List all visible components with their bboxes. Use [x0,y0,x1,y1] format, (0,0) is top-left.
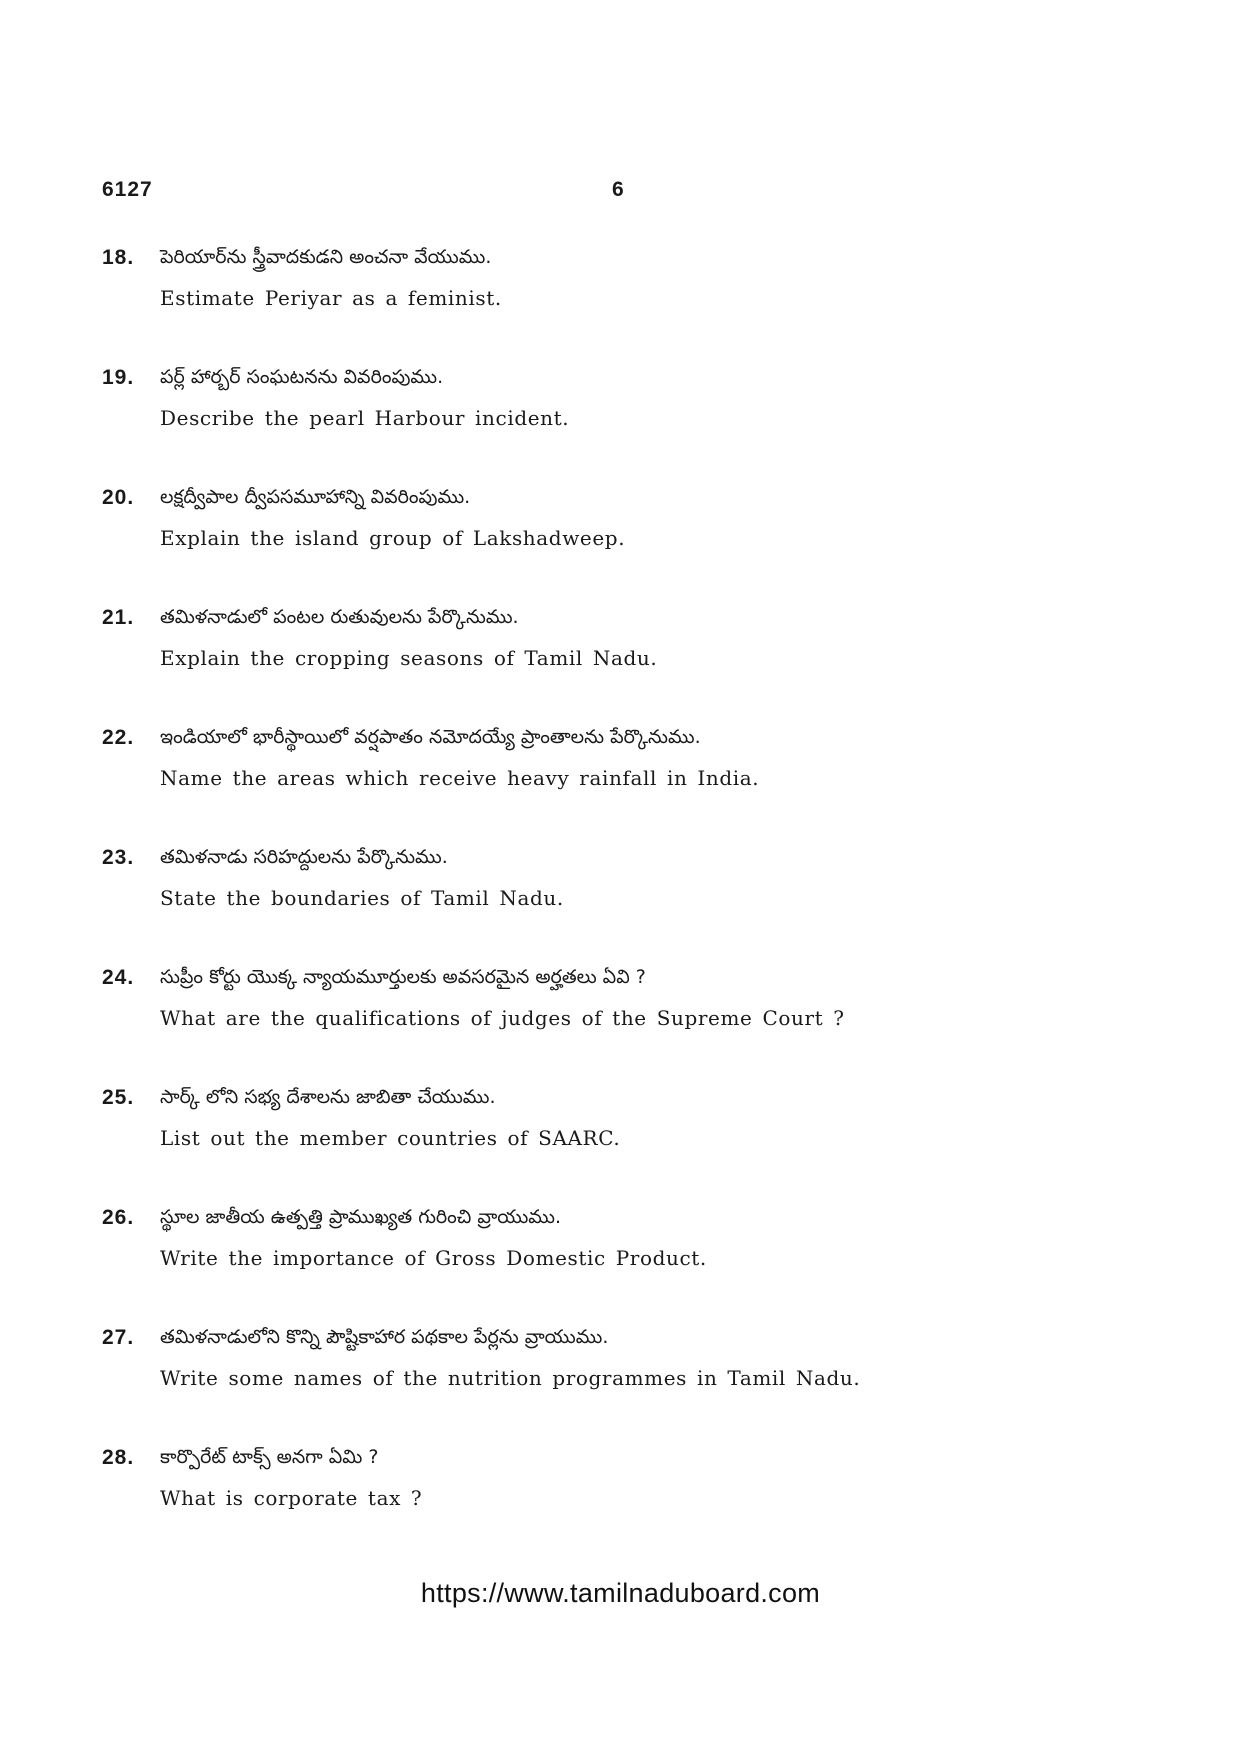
question-number: 28. [102,1446,135,1469]
paper-code: 6127 [102,178,153,201]
question-number: 27. [102,1326,135,1349]
question-telugu-text: తమిళనాడులో పంటల రుతువులను పేర్కొనుము. [160,606,519,628]
question-english-text: Estimate Periyar as a feminist. [160,286,502,310]
question-18 [102,246,1102,366]
question-22 [102,726,1102,846]
question-telugu-text: కార్పొరేట్ టాక్స్ అనగా ఏమి ? [160,1446,379,1468]
question-english-text: Explain the cropping seasons of Tamil Nadu. [160,646,658,670]
question-28 [102,1446,1102,1566]
question-telugu-text: తమిళనాడులోని కొన్ని పౌష్టికాహార పథకాల పేర్లను వ్రాయుము. [160,1326,609,1348]
question-english-text: What is corporate tax ? [160,1486,423,1510]
question-19 [102,366,1102,486]
question-number: 25. [102,1086,135,1109]
footer-url: https://www.tamilnaduboard.com [420,1578,821,1608]
question-20 [102,486,1102,606]
question-number: 24. [102,966,135,989]
question-english-text: Write the importance of Gross Domestic Product. [160,1246,707,1270]
question-telugu-text: లక్షద్వీపాల ద్వీపసమూహాన్ని వివరింపుము. [160,486,471,508]
question-telugu-text: తమిళనాడు సరిహద్దులను పేర్కొనుము. [160,846,448,868]
question-26 [102,1206,1102,1326]
question-english-text: Describe the pearl Harbour incident. [160,406,570,430]
question-english-text: Write some names of the nutrition programmes in Tamil Nadu. [160,1366,861,1390]
question-telugu-text: పెరియార్‌ను స్త్రీవాదకుడని అంచనా వేయుము. [160,246,492,268]
question-list [102,246,1102,1566]
question-number: 26. [102,1206,135,1229]
page-number: 6 [612,178,625,201]
question-english-text: What are the qualifications of judges of the Supreme Court ? [160,1006,845,1030]
question-21 [102,606,1102,726]
question-27 [102,1326,1102,1446]
question-telugu-text: సుప్రీం కోర్టు యొక్క న్యాయమూర్తులకు అవసరమైన అర్హతలు ఏవి ? [160,966,646,988]
question-telugu-text: స్థూల జాతీయ ఉత్పత్తి ప్రాముఖ్యత గురించి వ్రాయుము. [160,1206,562,1228]
question-english-text: State the boundaries of Tamil Nadu. [160,886,564,910]
question-number: 23. [102,846,135,869]
question-25 [102,1086,1102,1206]
question-english-text: Explain the island group of Lakshadweep. [160,526,626,550]
question-telugu-text: సార్క్ లోని సభ్య దేశాలను జాబితా చేయుము. [160,1086,496,1108]
question-23 [102,846,1102,966]
question-number: 22. [102,726,135,749]
question-telugu-text: ఇండియాలో భారీస్థాయిలో వర్షపాతం నమోదయ్యే ప్రాంతాలను పేర్కొనుము. [160,726,701,748]
page-header [102,178,642,208]
question-number: 20. [102,486,135,509]
question-english-text: List out the member countries of SAARC. [160,1126,621,1150]
question-number: 18. [102,246,135,269]
question-number: 19. [102,366,135,389]
question-number: 21. [102,606,135,629]
question-telugu-text: పర్ల్ హార్బర్ సంఘటనను వివరింపుము. [160,366,444,388]
question-english-text: Name the areas which receive heavy rainfall in India. [160,766,760,790]
question-24 [102,966,1102,1086]
